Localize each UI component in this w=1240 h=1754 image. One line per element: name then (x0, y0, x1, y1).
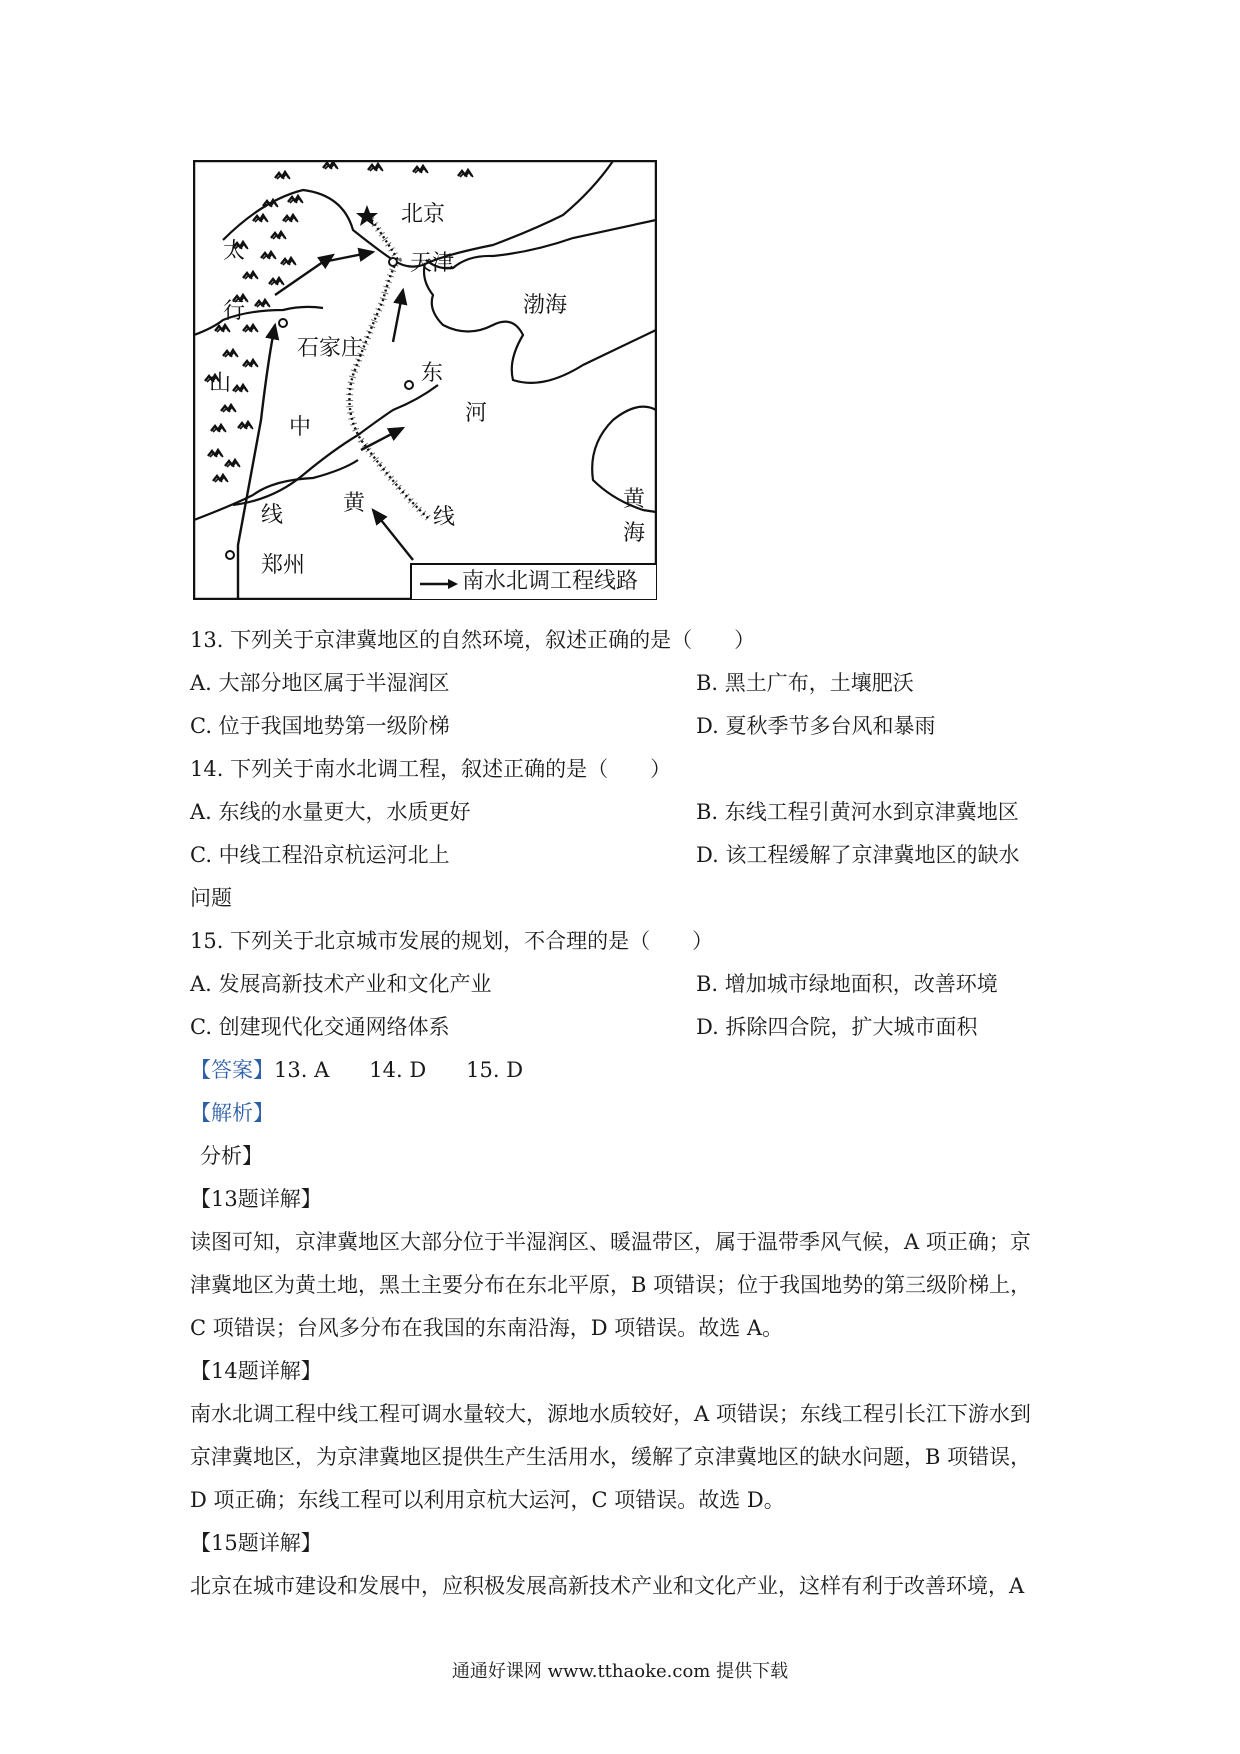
label-taihang-3: 山 (209, 371, 232, 396)
label-east-route-xian: 线 (433, 505, 456, 530)
label-east-route-he: 河 (465, 401, 488, 426)
shijiazhuang-dot (279, 319, 287, 327)
section-15-title: 【15题详解】 (190, 1531, 322, 1555)
question-13-stem: 13. 下列关于京津冀地区的自然环境，叙述正确的是（ ） (190, 628, 756, 652)
label-yellow-sea-2: 海 (623, 521, 646, 546)
q15-option-b: B. 增加城市绿地面积，改善环境 (696, 972, 998, 996)
q14-option-c: C. 中线工程沿京杭运河北上 (190, 843, 450, 867)
answer-14: 14. D (369, 1058, 427, 1082)
page-footer: 通通好课网 www.tthaoke.com 提供下载 (451, 1661, 789, 1682)
q15-option-c: C. 创建现代化交通网络体系 (190, 1015, 450, 1039)
q14-option-b: B. 东线工程引黄河水到京津冀地区 (696, 800, 1019, 824)
label-beijing: 北京 (401, 202, 446, 227)
section-14-line-2: 京津冀地区，为京津冀地区提供生产生活用水，缓解了京津冀地区的缺水问题，B 项错误， (190, 1445, 1032, 1469)
label-shijiazhuang: 石家庄 (297, 336, 364, 361)
section-13-line-3: C 项错误；台风多分布在我国的东南沿海，D 项错误。故选 A。 (190, 1316, 784, 1340)
jinan-dot (405, 381, 413, 389)
label-bohai: 渤海 (523, 293, 568, 318)
q14-option-d: D. 该工程缓解了京津冀地区的缺水 (696, 843, 1020, 867)
q14-option-d-wrap: 问题 (190, 886, 232, 910)
legend-arrow-icon (420, 578, 460, 590)
label-yellow-river: 黄 (343, 491, 366, 516)
section-14-line-1: 南水北调工程中线工程可调水量较大，源地水质较好，A 项错误；东线工程引长江下游水到 (190, 1402, 1031, 1426)
legend-label: 南水北调工程线路 (462, 569, 639, 594)
answer-13: 13. A (274, 1058, 330, 1082)
q15-option-d: D. 拆除四合院，扩大城市面积 (696, 1015, 978, 1039)
south-north-water-map (193, 160, 657, 600)
label-middle-route-zhong: 中 (289, 415, 312, 440)
zhengzhou-dot (226, 551, 234, 559)
map-legend (410, 563, 656, 599)
label-zhengzhou: 郑州 (261, 553, 306, 578)
question-15-stem: 15. 下列关于北京城市发展的规划，不合理的是（ ） (190, 929, 714, 953)
label-middle-route-xian: 线 (261, 503, 284, 528)
q13-option-b: B. 黑土广布，土壤肥沃 (696, 671, 914, 695)
section-14-title: 【14题详解】 (190, 1359, 322, 1383)
question-14-stem: 14. 下列关于南水北调工程，叙述正确的是（ ） (190, 757, 672, 781)
analysis-sub-label: 分析】 (200, 1144, 263, 1168)
q13-option-a: A. 大部分地区属于半湿润区 (190, 671, 450, 695)
label-taihang-2: 行 (223, 299, 246, 324)
q15-option-a: A. 发展高新技术产业和文化产业 (190, 972, 492, 996)
q13-option-c: C. 位于我国地势第一级阶梯 (190, 714, 450, 738)
section-13-line-1: 读图可知，京津冀地区大部分位于半湿润区、暖温带区，属于温带季风气候，A 项正确；京 (190, 1230, 1031, 1254)
q14-option-a: A. 东线的水量更大，水质更好 (190, 800, 471, 824)
label-taihang-1: 太 (223, 239, 246, 264)
section-13-title: 【13题详解】 (190, 1187, 322, 1211)
answer-line (190, 1056, 523, 1084)
label-east-route-dong: 东 (421, 361, 444, 386)
tianjin-dot (389, 258, 397, 266)
section-13-line-2: 津冀地区为黄土地，黑土主要分布在东北平原，B 项错误；位于我国地势的第三级阶梯上， (190, 1273, 1032, 1297)
analysis-label: 【解析】 (190, 1101, 274, 1125)
label-tianjin: 天津 (410, 251, 455, 276)
answer-15: 15. D (466, 1058, 524, 1082)
answer-label: 【答案】 (190, 1058, 274, 1082)
q13-option-d: D. 夏秋季节多台风和暴雨 (696, 714, 936, 738)
section-14-line-3: D 项正确；东线工程可以利用京杭大运河，C 项错误。故选 D。 (190, 1488, 785, 1512)
label-yellow-sea-1: 黄 (623, 487, 646, 512)
section-15-line-1: 北京在城市建设和发展中，应积极发展高新技术产业和文化产业，这样有利于改善环境，A (190, 1574, 1025, 1598)
